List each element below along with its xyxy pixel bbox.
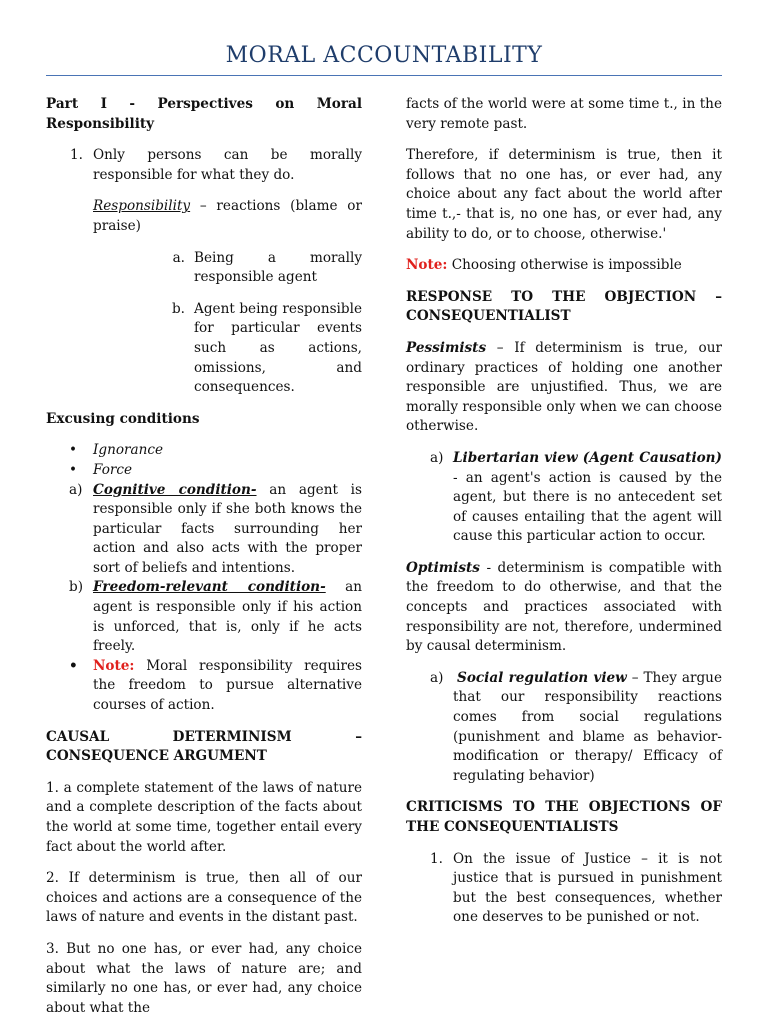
list-item [46,578,362,656]
sub-marker: b. [171,300,185,317]
social-regulation-item [406,669,722,787]
numbered-item-1 [46,146,362,185]
responsibility-term: Responsibility [93,198,191,215]
item-marker: 1. [430,850,443,867]
right-column [406,95,722,940]
list-text: Ignorance [93,442,164,459]
responsibility-definition [93,197,362,236]
cognitive-condition-term: Cognitive condition- [93,481,257,498]
note-text: Moral responsibility requires the freedom to pursue alternative courses of action. [93,657,362,714]
list-item [46,657,362,716]
criticisms-heading: CRITICISMS TO THE OBJECTIONS OF THE CONSEQUENTIALISTS [406,799,722,835]
optimists-term: Optimists [406,559,480,576]
bullet-icon: • [69,461,78,478]
note-label: Note: [406,257,448,274]
conclusion-paragraph: Therefore, if determinism is true, then it follows that no one has, or ever had, any choice about any fact about the world after time t.,- that is, no one has, or ever had, any ability to do, or to choose, otherwise.' [406,147,722,242]
note-text: Choosing otherwise is impossible [447,257,682,274]
optimists-paragraph [406,559,722,657]
premise-3: 3. But no one has, or ever had, any choice about what the laws of nature are; and similarly no one has, or ever had, any choice about what the [46,940,362,1016]
left-column [46,95,362,1030]
excusing-list [46,441,362,715]
list-text: Force [93,461,133,478]
responsibility-text: – reactions (blame or praise) [93,198,362,234]
libertarian-term: Libertarian view (Agent Causation) [453,449,722,466]
premise-1: 1. a complete statement of the laws of nature and a complete description of the facts about the world at some time, together entail every fact about the world after. [46,779,362,855]
list-item [46,461,362,481]
pessimists-text: – If determinism is true, our ordinary practices of holding one another responsible are unjustified. Thus, we are morally responsible only when we can choose otherwise. [406,339,722,435]
pessimists-paragraph [406,339,722,437]
sub-text: Being a morally responsible agent [194,249,362,286]
sub-marker: a. [172,249,185,266]
note-paragraph [406,256,722,276]
list-marker: a) [430,669,444,686]
sub-item-b [46,300,362,398]
causal-heading: CAUSAL DETERMINISM – CONSEQUENCE ARGUMENT [46,728,362,765]
premise-3-continued: facts of the world were at some time t., in the very remote past. [406,96,722,132]
list-text [453,669,722,787]
bullet-icon: • [69,657,78,674]
optimists-text: - determinism is compatible with the freedom to do otherwise, and that the concepts and practices associated with responsibility are not, therefore, undermined by causal determinism. [406,559,722,655]
social-regulation-term: Social regulation view [457,669,627,686]
list-text [93,657,362,716]
social-regulation-text: – They argue that our responsibility reactions comes from social regulations (punishment and blame as behavior-modification or therapy/ Efficacy of regulating behavior) [453,669,722,784]
note-label: Note: [93,657,135,674]
list-marker: a) [430,449,444,466]
list-item [46,441,362,461]
freedom-condition-text: an agent is responsible only if his action is unforced, that is, only if he acts freely. [93,579,362,655]
sub-item-a [46,249,362,288]
criticism-item-1 [406,850,722,928]
sub-text: Agent being responsible for particular events such as actions, omissions, and consequences. [194,300,362,396]
list-marker: b) [69,579,84,596]
libertarian-item [406,449,722,547]
pessimists-term: Pessimists [406,339,487,356]
list-item [46,481,362,579]
document-title: MORAL ACCOUNTABILITY [225,43,543,68]
premise-2: 2. If determinism is true, then all of our choices and actions are a consequence of the laws of nature and events in the distant past. [46,870,362,926]
list-text [93,481,362,579]
bullet-icon: • [69,442,78,459]
part-heading: Part I - Perspectives on Moral Responsibility [46,96,362,132]
libertarian-text: - an agent's action is caused by the agent, but there is no antecedent set of causes entailing that the agent will cause this particular action to occur. [453,469,722,545]
title-divider [46,75,722,76]
item-marker: 1. [70,147,83,164]
list-text [453,449,722,547]
item-text: Only persons can be morally responsible for what they do. [93,147,362,183]
response-heading: RESPONSE TO THE OBJECTION – CONSEQUENTIALIST [406,288,722,325]
freedom-condition-term: Freedom-relevant condition- [93,579,326,596]
list-text [93,578,362,656]
list-marker: a) [69,481,83,498]
cognitive-condition-text: an agent is responsible only if she both knows the particular facts surrounding her action and also acts with the proper sort of beliefs and intentions. [93,481,362,576]
item-text: On the issue of Justice – it is not justice that is pursued in punishment but the best consequences, whether one deserves to be punished or not. [453,850,722,926]
excusing-heading: Excusing conditions [46,410,200,427]
